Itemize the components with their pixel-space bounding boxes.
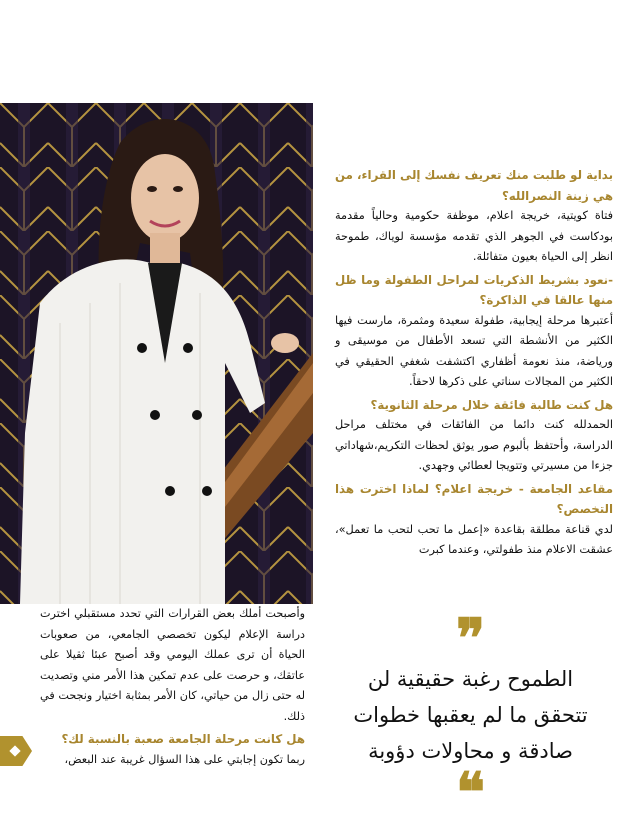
- pull-quote: [328, 606, 613, 824]
- close-quote-icon: ❝: [455, 760, 486, 824]
- answer-paragraph: الحمدلله كنت دائما من الفائقات في مختلف مراحل الدراسة، وأحتفظ بألبوم صور يوثق لحظات التكريم،شهاداتي جزءا من مسيرتي وتتويجا لعطائي وجهدي.: [335, 418, 613, 472]
- answer-paragraph: فتاة كويتية، خريجة اعلام، موظفة حكومية وحالياً مقدمة بودكاست في الجوهر الذي تقدمه مؤسسة لوياك، طموحة انظر إلى الحياة بعيون متفائلة.: [335, 209, 613, 263]
- open-quote-icon: ❞: [455, 606, 486, 670]
- main-article-column: [335, 165, 613, 563]
- question-heading: هل كانت مرحلة الجامعة صعبة بالنسبة لك؟: [61, 732, 305, 746]
- diamond-icon: [9, 745, 20, 756]
- pull-quote-line-3: صادقة و محاولات دؤوبة: [368, 739, 573, 763]
- portrait-illustration: [0, 103, 313, 604]
- pull-quote-line-2: تتحقق ما لم يعقبها خطوات: [353, 703, 588, 727]
- question-heading: هل كنت طالبة فائقة خلال مرحلة الثانوية؟: [370, 397, 613, 412]
- question-heading: -نعود بشريط الذكريات لمراحل الطفولة وما ظل منها عالقا في الذاكرة؟: [335, 272, 613, 307]
- answer-paragraph: أعتبرها مرحلة إيجابية، طفولة سعيدة ومثمرة، مارست فيها الكثير من الأنشطة التي تسعد الأطفال من موسيقى و ورياضة، منذ نعومة أظفاري اكتشفت شغفي الحقيقي في الكثير من المجالات سناتي على ذكرها لاحقاً.: [335, 313, 613, 388]
- answer-paragraph: لدي قناعة مطلقة بقاعدة «إعمل ما تحب لتحب ما تعمل»، عشقت الاعلام منذ طفولتي، وعندما كبرت: [335, 522, 613, 556]
- page-marker-tab: [0, 736, 32, 766]
- answer-paragraph: ربما تكون إجابتي على هذا السؤال غريبة عند البعض،: [64, 752, 305, 766]
- question-heading: مقاعد الجامعة - خريجة اعلام؟ لماذا اخترت هذا التخصص؟: [335, 481, 613, 516]
- pull-quote-line-1: الطموح رغبة حقيقية لن: [367, 667, 574, 691]
- answer-paragraph: وأصبحت أملك بعض القرارات التي تحدد مستقبلي اخترت دراسة الإعلام ليكون تخصصي الجامعي، من صعوبات الحياة أن ترى عملك اليومي وقد أصبح عبئا ثقيلا على عاتقك، و حرصت على عدم تمكين هذا الأمر مني وتصديت له حتى زال من حياتي، كان الأمر بمثابة اختيار ونجحت في ذلك.: [40, 607, 305, 723]
- question-heading: بداية لو طلبت منك تعريف نفسك إلى القراء، من هي زينة النصرالله؟: [335, 168, 613, 203]
- portrait-photo: [0, 103, 313, 604]
- left-article-column: [40, 604, 305, 772]
